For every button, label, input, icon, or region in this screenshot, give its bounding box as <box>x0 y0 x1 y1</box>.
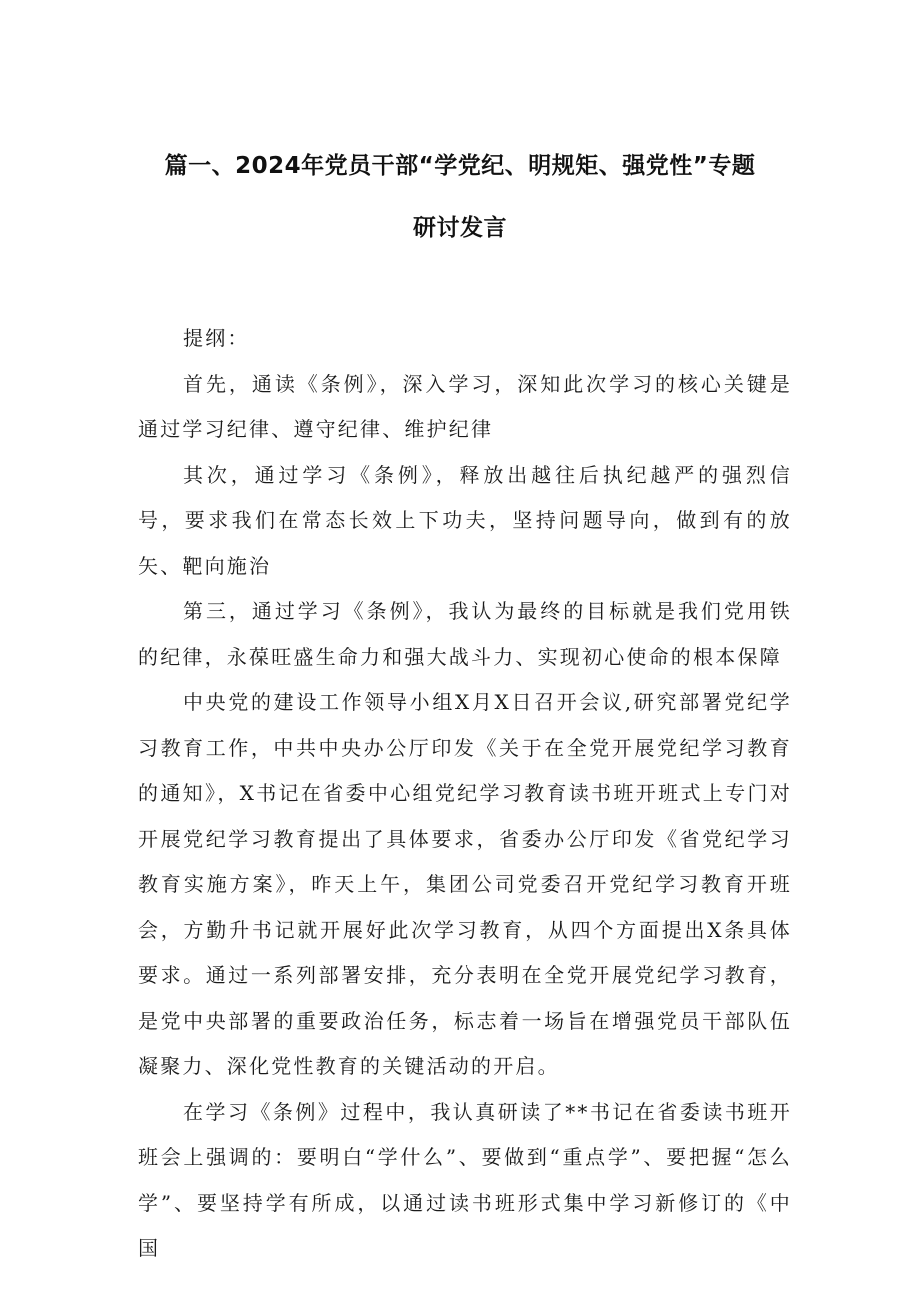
document-title-line-1: 篇一、2024年党员干部“学党纪、明规矩、强党性”专题 <box>164 153 756 179</box>
paragraph-third-point: 第三，通过学习《条例》，我认为最终的目标就是我们党用铁的纪律，永葆旺盛生命力和强大战斗力、实现初心使命的根本保障 <box>138 599 792 669</box>
outline-heading: 提纲： <box>183 326 250 350</box>
paragraph-first-point: 首先，通读《条例》，深入学习，深知此次学习的核心关键是通过学习纪律、遵守纪律、维护纪律 <box>138 371 792 441</box>
paragraph-study-notes: 在学习《条例》过程中，我认真研读了**书记在省委读书班开班会上强调的：要明白“学什么”、要做到“重点学”、要把握“怎么学”、要坚持学有所成，以通过读书班形式集中学习新修订的《中国 <box>138 1099 792 1260</box>
document-body <box>138 316 792 1272</box>
paragraph-second-point: 其次，通过学习《条例》，释放出越往后执纪越严的强烈信号，要求我们在常态长效上下功夫，坚持问题导向，做到有的放矢、靶向施治 <box>138 462 792 578</box>
document-title-line-2: 研讨发言 <box>413 215 507 241</box>
paragraph-background: 中央党的建设工作领导小组X月X日召开会议,研究部署党纪学习教育工作，中共中央办公厅印发《关于在全党开展党纪学习教育的通知》，X书记在省委中心组党纪学习教育读书班开班式上专门对开展党纪学习教育提出了具体要求，省委办公厅印发《省党纪学习教育实施方案》，昨天上午，集团公司党委召开党纪学习教育开班会，方勤升书记就开展好此次学习教育，从四个方面提出X条具体要求。通过一系列部署安排，充分表明在全党开展党纪学习教育，是党中央部署的重要政治任务，标志着一场旨在增强党员干部队伍凝聚力、深化党性教育的关键活动的开启。 <box>138 690 792 1078</box>
